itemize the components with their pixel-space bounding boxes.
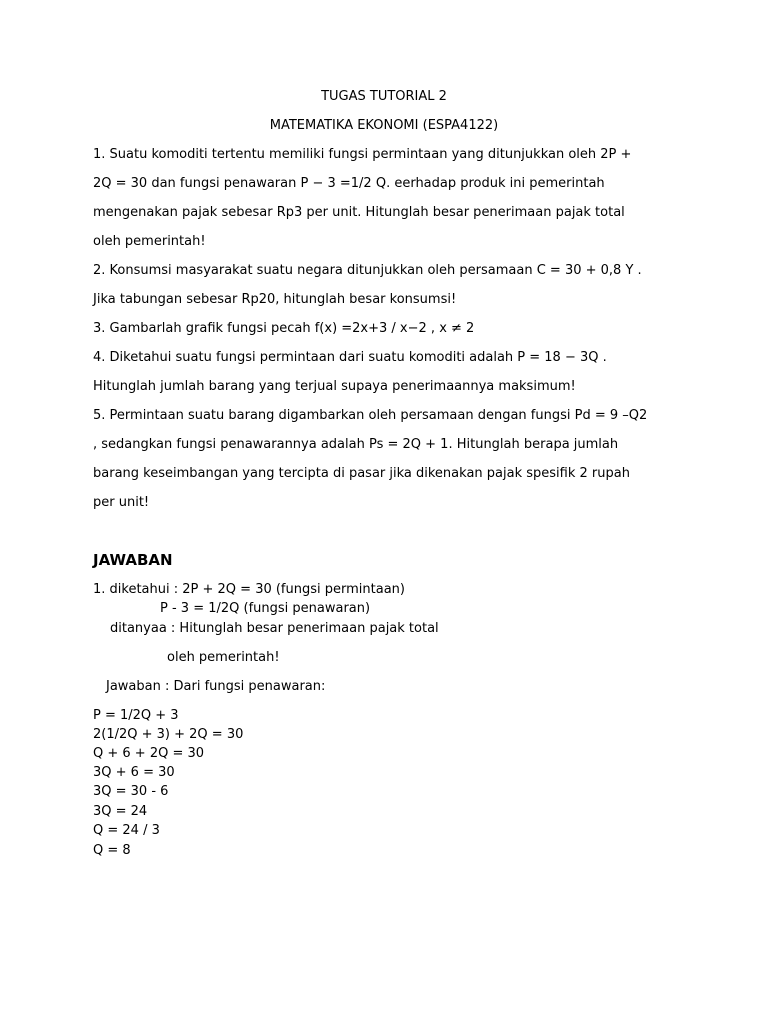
question-line: 4. Diketahui suatu fungsi permintaan dari suatu komoditi adalah P = 18 − 3Q . bbox=[93, 350, 607, 365]
document-title: TUGAS TUTORIAL 2 bbox=[321, 89, 447, 104]
question-line: 5. Permintaan suatu barang digambarkan oleh persamaan dengan fungsi Pd = 9 –Q2 bbox=[93, 408, 648, 423]
step-line: 3Q + 6 = 30 bbox=[93, 765, 175, 780]
step-line: Q + 6 + 2Q = 30 bbox=[93, 746, 205, 761]
question-line: 2Q = 30 dan fungsi penawaran P − 3 =1/2 Q. eerhadap produk ini pemerintah bbox=[93, 176, 605, 191]
step-line: 3Q = 30 - 6 bbox=[93, 784, 169, 799]
answer-asked-2: oleh pemerintah! bbox=[167, 650, 280, 665]
step-line: Q = 8 bbox=[93, 843, 131, 858]
answer-heading: JAWABAN bbox=[93, 551, 173, 569]
step-line: Q = 24 / 3 bbox=[93, 823, 160, 838]
question-line: Jika tabungan sebesar Rp20, hitunglah besar konsumsi! bbox=[93, 292, 457, 307]
step-line: 3Q = 24 bbox=[93, 804, 148, 819]
question-line: 3. Gambarlah grafik fungsi pecah f(x) =2x+3 / x−2 , x ≠ 2 bbox=[93, 321, 475, 336]
document-subtitle: MATEMATIKA EKONOMI (ESPA4122) bbox=[269, 118, 499, 133]
question-line: 1. Suatu komoditi tertentu memiliki fungsi permintaan yang ditunjukkan oleh 2P + bbox=[93, 147, 632, 162]
question-line: per unit! bbox=[93, 495, 150, 510]
answer-intro: Jawaban : Dari fungsi penawaran: bbox=[106, 679, 326, 694]
step-line: 2(1/2Q + 3) + 2Q = 30 bbox=[93, 727, 244, 742]
answer-asked: ditanyaa : Hitunglah besar penerimaan pajak total bbox=[110, 621, 439, 636]
question-line: barang keseimbangan yang tercipta di pasar jika dikenakan pajak spesifik 2 rupah bbox=[93, 466, 630, 481]
step-line: P = 1/2Q + 3 bbox=[93, 708, 179, 723]
question-line: , sedangkan fungsi penawarannya adalah Ps = 2Q + 1. Hitunglah berapa jumlah bbox=[93, 437, 619, 452]
question-line: mengenakan pajak sebesar Rp3 per unit. Hitunglah besar penerimaan pajak total bbox=[93, 205, 625, 220]
answer-given: 1. diketahui : 2P + 2Q = 30 (fungsi permintaan) bbox=[93, 582, 405, 597]
question-line: Hitunglah jumlah barang yang terjual supaya penerimaannya maksimum! bbox=[93, 379, 576, 394]
question-line: oleh pemerintah! bbox=[93, 234, 206, 249]
answer-given-2: P - 3 = 1/2Q (fungsi penawaran) bbox=[160, 601, 371, 616]
question-line: 2. Konsumsi masyarakat suatu negara ditunjukkan oleh persamaan C = 30 + 0,8 Y . bbox=[93, 263, 642, 278]
